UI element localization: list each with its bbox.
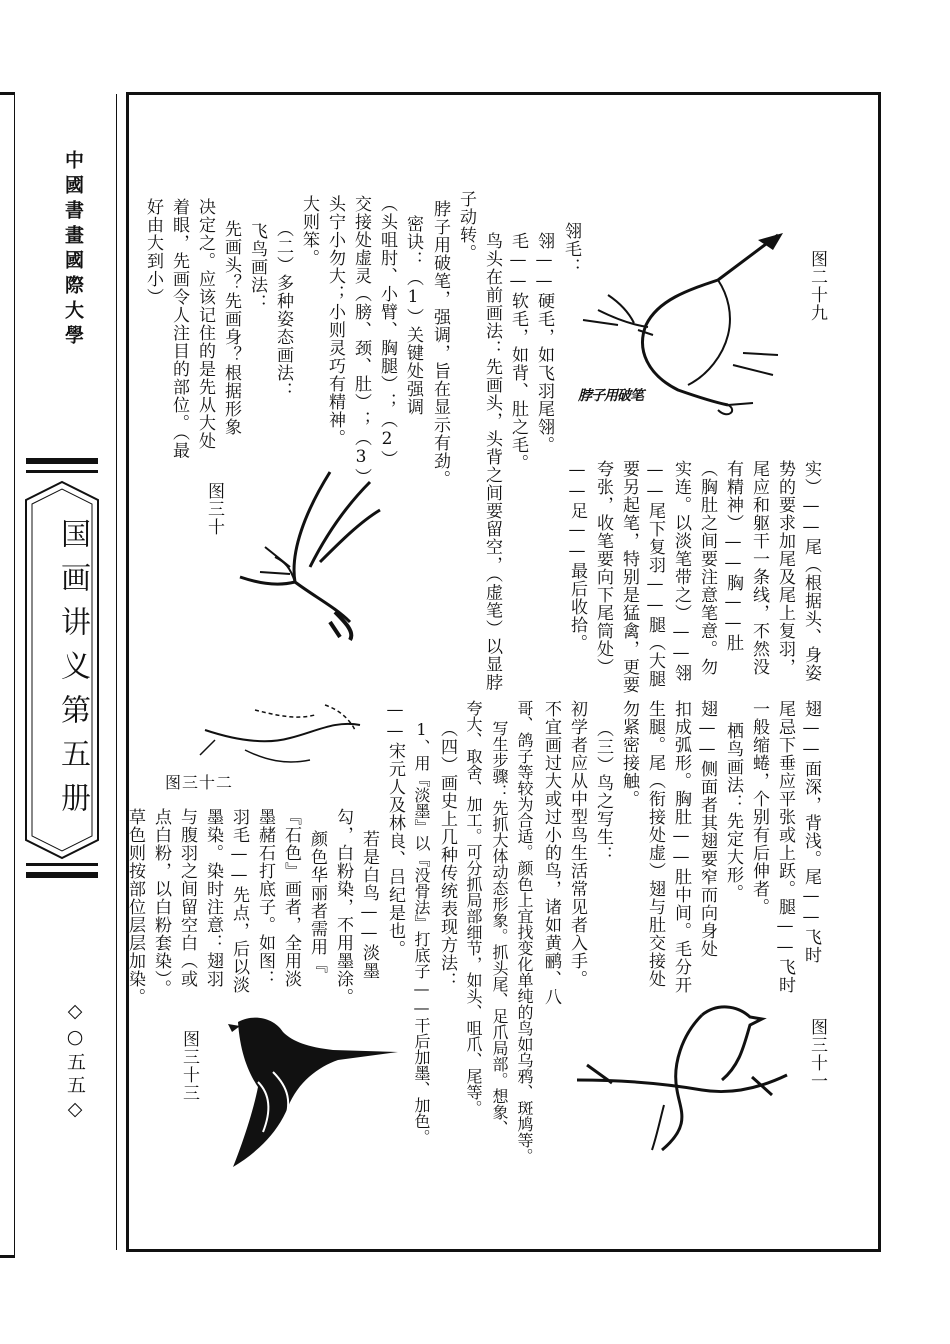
text-column: 先画头？先画身？根据形象 <box>221 220 241 436</box>
text-column: 翅——侧面者其翅要窄而向身处 <box>697 700 717 958</box>
text-column: 决定之。应该记住的是先从大处 <box>195 198 215 450</box>
banner-top-bar <box>26 458 98 464</box>
figure-31-label: 图三十一 <box>807 1018 827 1090</box>
text-column: 大则笨。 <box>299 195 319 267</box>
text-column: 1、用『淡墨』以『没骨法』打底子——干后加墨、加色。 <box>412 720 431 1145</box>
text-column: 翅——面深，背浅。尾——飞时 <box>801 700 821 964</box>
banner-bottom-bar <box>26 872 98 878</box>
text-column: 草色则按部位层层加染。 <box>125 808 145 1006</box>
text-column: 有精神）——胸——肚 <box>723 460 743 652</box>
text-column: （三）鸟之写生： <box>593 720 613 864</box>
book-title: 国画讲义第五册 <box>55 518 90 826</box>
text-column: 哥、鸽子等较为合适。颜色上宜找变化单纯的鸟如乌鸦、斑鸠等。 <box>515 700 534 1164</box>
figure-30-bird-drawing <box>235 462 385 642</box>
figure-30-label: 图三十 <box>204 482 224 536</box>
title-banner <box>22 458 102 878</box>
text-column: 密诀：（1）关键处强调 <box>403 215 423 416</box>
bird-on-branch-icon <box>572 995 792 1155</box>
text-column: 若是白鸟——淡墨 <box>359 830 379 980</box>
figure-32-label: 图三十二 <box>165 773 234 792</box>
text-column: 颜色华丽者需用『 <box>307 830 327 974</box>
text-column: 写生步骤：先抓大体动态形象。抓头尾、足爪局部。想象、 <box>490 720 509 1136</box>
text-column: 脖子用破笔，强调，旨在显示有劲。 <box>430 200 450 488</box>
text-column: 夸张，收笔要向下尾筒处） <box>593 460 613 676</box>
figure-33-label: 图三十三 <box>179 1030 199 1102</box>
text-column: 扣成弧形。胸肚——肚中间。毛分开 <box>671 700 691 994</box>
flying-bird-icon <box>235 462 385 642</box>
text-column: 点白粉，以白粉套染）。 <box>151 808 171 998</box>
text-column: ——尾下复羽——腿（大腿 <box>645 460 665 688</box>
ink-bird-icon <box>218 1012 408 1172</box>
page-number: ◇○五五◇ <box>64 1000 86 1124</box>
figure-31-bird-drawing <box>572 995 792 1155</box>
text-column: （四）画史上几种传统表现方法： <box>437 720 457 990</box>
frame-inner-line <box>116 94 123 1250</box>
school-name: 中國書畫國際大學 <box>62 150 84 350</box>
text-column: 墨染。染时注意：翅羽 <box>203 808 223 988</box>
text-column: 夸大、取舍、加工。可分抓局部细节，如头、咀爪、尾等。 <box>464 700 483 1116</box>
text-column: ——宋元人及林良、吕纪是也。 <box>385 700 405 958</box>
text-column: 与腹羽之间留空白（或 <box>177 808 197 988</box>
text-column: 实）——尾（根据头、身姿 <box>801 460 821 682</box>
banner-top-bar-thin <box>26 470 98 473</box>
text-column: 势的要求加尾及尾上复羽， <box>775 460 795 676</box>
text-column: 尾忌下垂应平张或上跃。腿——飞时 <box>775 700 795 994</box>
text-column: 翎毛： <box>561 222 581 276</box>
text-column: 子动转。 <box>456 190 476 262</box>
figure-33-bird-drawing <box>218 1012 408 1172</box>
text-column: 着眼，先画令人注目的部位。（最 <box>169 198 189 460</box>
text-column: 尾应和躯干一条线，不然没 <box>749 460 769 676</box>
text-column: 初学者应从中型鸟生活常见者入手。 <box>567 700 587 988</box>
sketch-bird-icon <box>195 690 370 770</box>
text-column: 头宁小勿大；小则灵巧有精神。 <box>325 195 345 447</box>
text-column: 鸟头在前画法：先画头，头背之间要留空，（虚笔）以显脖 <box>482 232 502 692</box>
banner-bottom-bar-thin <box>26 863 98 866</box>
text-column: （胸肚之间要注意笔意。勿 <box>697 460 717 676</box>
figure-29-inscription: 脖子用破笔 <box>578 388 643 404</box>
text-column: 勿紧密接触。 <box>619 700 639 808</box>
text-column: （二）多种姿态画法： <box>273 220 293 400</box>
text-column: （头咀肘、小臂、胸腿）；（2） <box>377 195 397 468</box>
text-column: 『石色』画者，全用淡 <box>281 808 301 988</box>
left-page-edge <box>0 92 15 1258</box>
text-column: 不宜画过大或过小的鸟，诸如黄鹂、八 <box>541 700 561 1006</box>
text-column: 要另起笔，特别是猛禽，更要 <box>619 460 639 694</box>
text-column: 翎——硬毛，如飞羽尾翎。 <box>534 232 554 454</box>
text-column: ——足——最后收拾。 <box>567 460 587 652</box>
figure-29-label: 图二十九 <box>807 250 827 322</box>
text-column: 生腿。尾（衔接处虚）翅与肚交接处 <box>645 700 665 988</box>
text-column: 一般缩蜷，个别有后伸者。 <box>749 700 769 916</box>
text-column: 实连。以淡笔带之）——翎 <box>671 460 691 682</box>
text-column: 栖鸟画法：先定大形。 <box>723 722 743 902</box>
text-column: 毛——软毛，如背、肚之毛。 <box>508 232 528 472</box>
figure-29-bird-drawing <box>578 225 798 425</box>
text-column: 飞鸟画法： <box>247 222 267 312</box>
text-column: 墨赭石打底子。如图： <box>255 808 275 988</box>
text-column: 羽毛——先点，后以淡 <box>229 808 249 994</box>
text-column: 好由大到小） <box>143 198 163 306</box>
text-column: 交接处虚灵（膀、颈、肚）；（3） <box>351 195 371 486</box>
figure-32-bird-drawing <box>195 690 370 770</box>
text-column: 勾，白粉染，不用墨涂。 <box>333 808 353 1006</box>
